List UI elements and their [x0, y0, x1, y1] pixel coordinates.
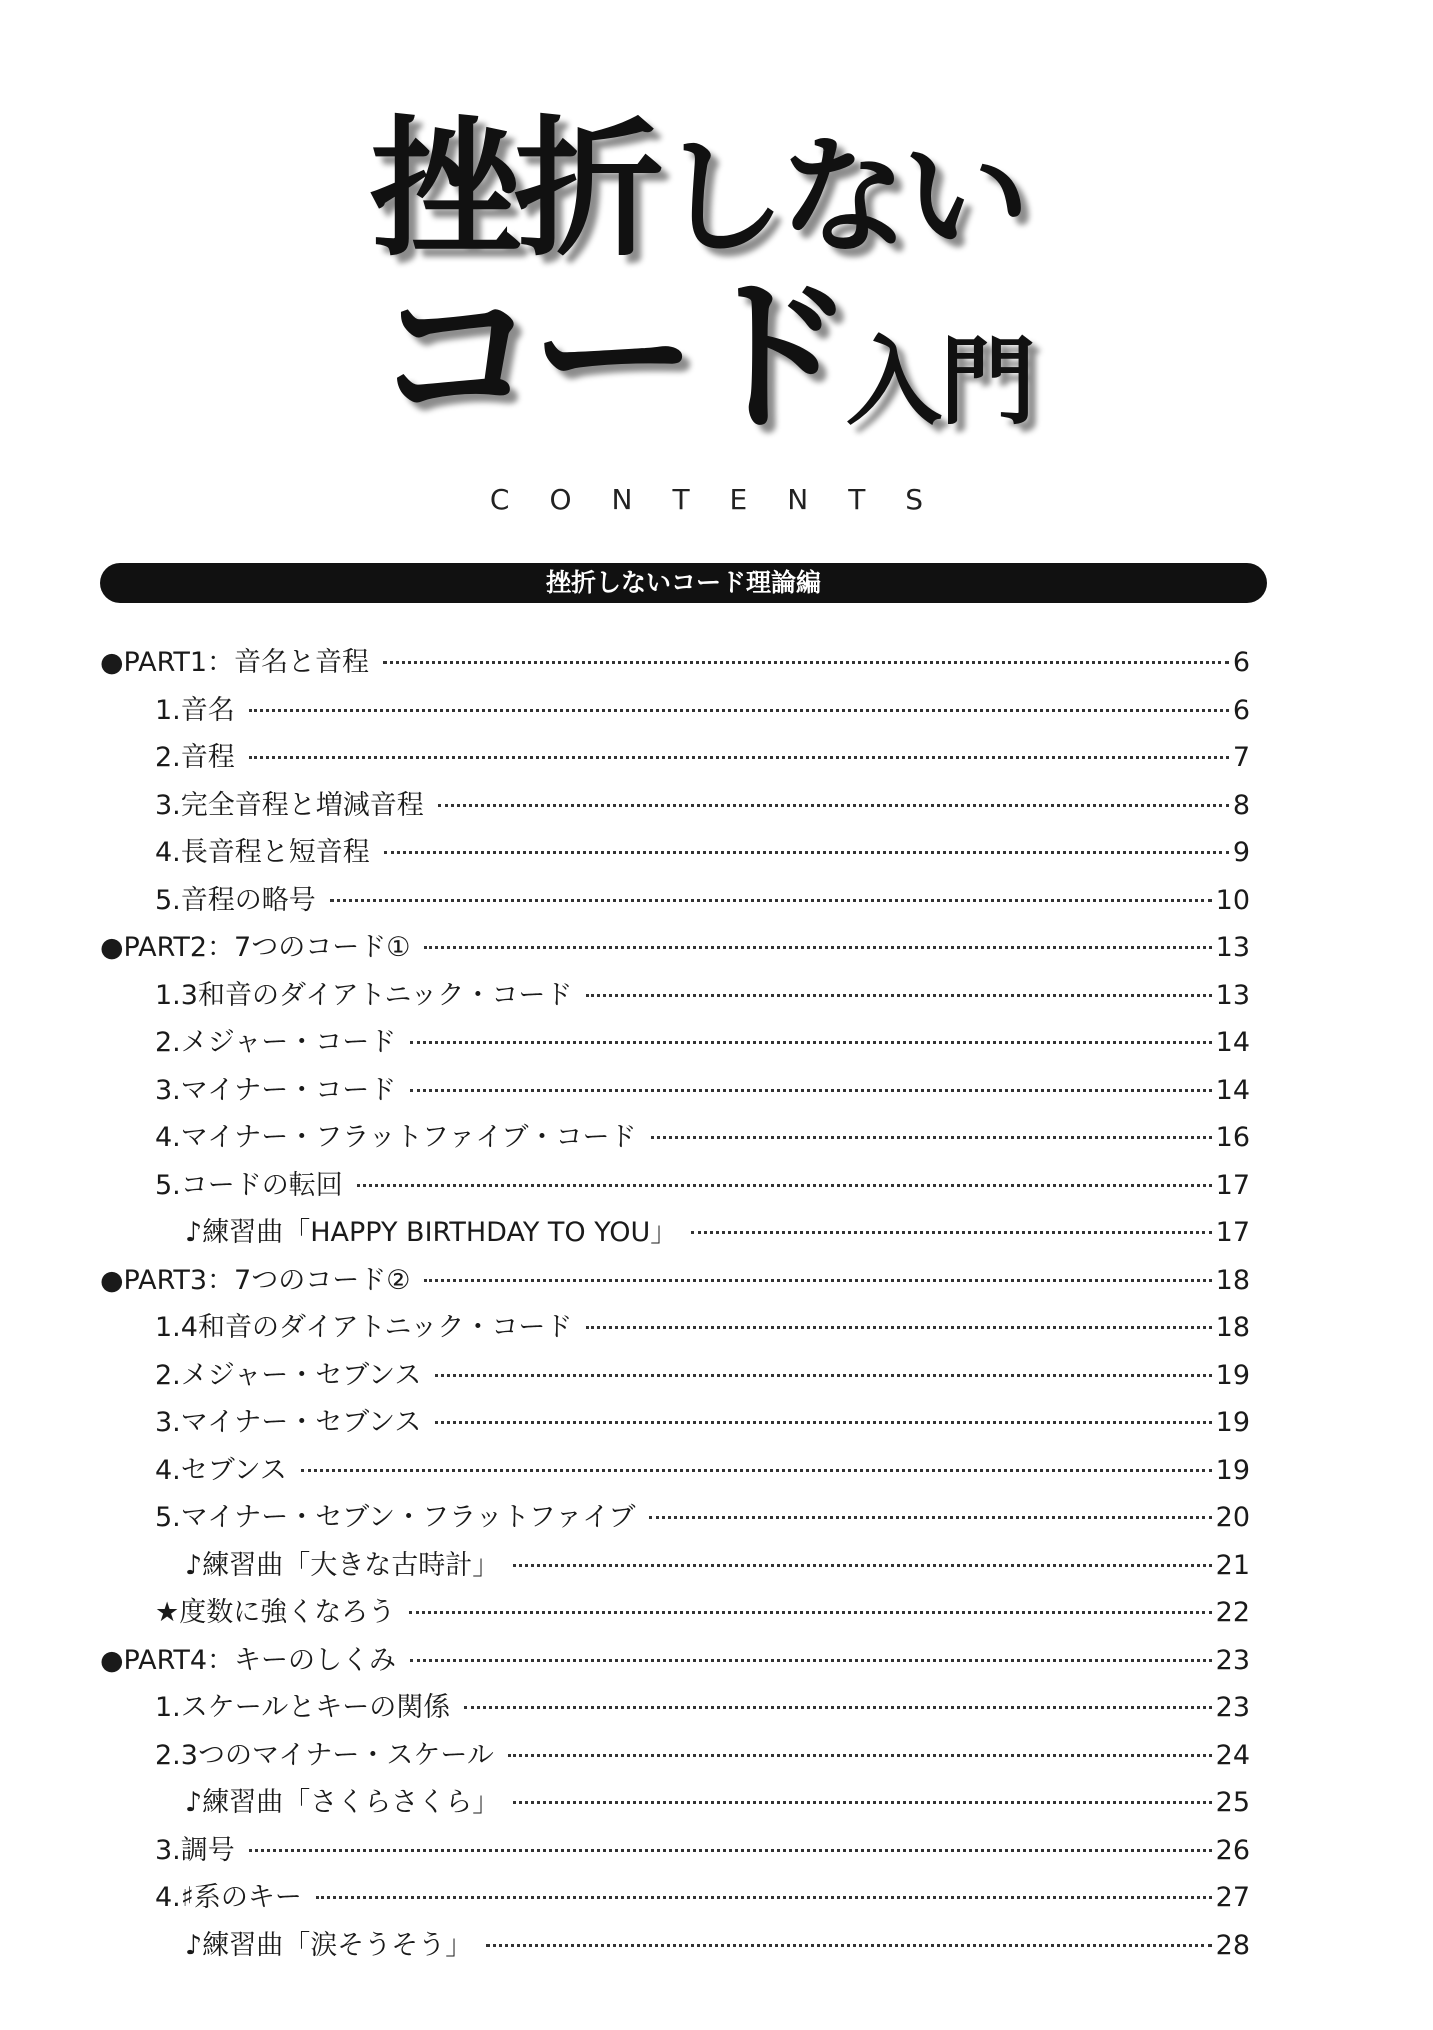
- toc-entry-title: 4.セブンス: [155, 1454, 287, 1486]
- toc-entry-page: 13: [1215, 932, 1250, 963]
- toc-entry-title: 3.マイナー・コード: [155, 1074, 397, 1106]
- dot-leader: [586, 1326, 1211, 1329]
- toc-entry-page: 27: [1215, 1882, 1250, 1913]
- toc-entry[interactable]: [100, 1685, 1250, 1733]
- toc-entry-page: 18: [1215, 1264, 1250, 1296]
- toc-entry-title: ●PART1：音名と音程: [100, 647, 370, 678]
- toc-entry-title: 1.3和音のダイアトニック・コード: [155, 979, 573, 1011]
- book-title-line1: [370, 103, 1025, 277]
- toc-entry[interactable]: [100, 973, 1250, 1021]
- toc-entry[interactable]: [100, 1115, 1250, 1163]
- dot-leader: [249, 709, 1229, 712]
- toc-entry[interactable]: [100, 1163, 1250, 1211]
- toc-entry-title: 1.4和音のダイアトニック・コード: [155, 1312, 573, 1343]
- toc-entry[interactable]: [100, 1448, 1250, 1496]
- toc-entry-title: 5.マイナー・セブン・フラットファイブ: [155, 1502, 636, 1533]
- dot-leader: [424, 946, 1211, 949]
- toc-entry-title: 3.マイナー・セブンス: [155, 1407, 422, 1438]
- toc-entry-page: 14: [1215, 1027, 1250, 1058]
- book-title: [0, 105, 1433, 465]
- title-small-1: しない: [658, 123, 1025, 272]
- toc-entry[interactable]: [100, 1590, 1250, 1638]
- toc-entry-page: 9: [1232, 837, 1250, 868]
- toc-entry[interactable]: [100, 1210, 1250, 1258]
- dot-leader: [357, 1184, 1212, 1187]
- toc-entry-title: 2.3つのマイナー・スケール: [155, 1739, 494, 1771]
- dot-leader: [410, 1659, 1212, 1662]
- toc-entry[interactable]: [100, 1638, 1250, 1686]
- toc-entry[interactable]: [100, 1875, 1250, 1923]
- book-title-line2: [372, 259, 1034, 455]
- contents-label: CONTENTS: [489, 483, 964, 516]
- toc-entry[interactable]: [100, 1400, 1250, 1448]
- dot-leader: [424, 1279, 1211, 1282]
- toc-entry-title: 4.♯系のキー: [155, 1882, 302, 1913]
- toc-entry-page: 7: [1232, 742, 1250, 773]
- dot-leader: [409, 1611, 1211, 1614]
- title-main-2: コード: [372, 259, 846, 455]
- toc-entry[interactable]: [100, 1305, 1250, 1353]
- toc-entry-title: 2.メジャー・セブンス: [155, 1359, 422, 1391]
- dot-leader: [513, 1564, 1211, 1567]
- toc-entry[interactable]: [100, 640, 1250, 688]
- dot-leader: [513, 1801, 1211, 1804]
- toc-entry-page: 26: [1215, 1834, 1250, 1866]
- toc-entry-title: 5.音程の略号: [155, 884, 316, 916]
- toc-entry-page: 21: [1215, 1549, 1250, 1581]
- dot-leader: [651, 1136, 1212, 1139]
- dot-leader: [316, 1896, 1212, 1899]
- toc-entry-title: 4.マイナー・フラットファイブ・コード: [155, 1122, 637, 1153]
- toc-entry-title: ♪練習曲「大きな古時計」: [185, 1549, 500, 1581]
- toc-entry-page: 24: [1215, 1739, 1250, 1771]
- dot-leader: [384, 851, 1229, 854]
- toc-entry[interactable]: [100, 735, 1250, 783]
- toc-entry-page: 10: [1215, 884, 1250, 916]
- title-main-1: 挫折: [370, 103, 659, 277]
- dot-leader: [301, 1469, 1212, 1472]
- toc-entry-page: 6: [1232, 694, 1250, 726]
- toc-entry[interactable]: [100, 1068, 1250, 1116]
- toc-entry-page: 22: [1215, 1597, 1250, 1628]
- toc-entry[interactable]: [100, 1543, 1250, 1591]
- dot-leader: [649, 1516, 1211, 1519]
- toc-entry-title: ●PART4：キーのしくみ: [100, 1644, 397, 1676]
- toc-entry-title: ♪練習曲「さくらさくら」: [185, 1787, 500, 1818]
- toc-entry[interactable]: [100, 878, 1250, 926]
- toc-entry-page: 23: [1215, 1692, 1250, 1723]
- dot-leader: [464, 1706, 1211, 1709]
- toc-entry-page: 19: [1215, 1454, 1250, 1486]
- toc-entry[interactable]: [100, 1258, 1250, 1306]
- toc-entry-page: 13: [1215, 979, 1250, 1011]
- dot-leader: [410, 1041, 1211, 1044]
- dot-leader: [691, 1231, 1211, 1234]
- toc-entry-title: 3.完全音程と増減音程: [155, 789, 424, 821]
- toc-entry[interactable]: [100, 1495, 1250, 1543]
- toc-entry-title: ♪練習曲「HAPPY BIRTHDAY TO YOU」: [185, 1217, 678, 1248]
- toc-entry[interactable]: [100, 1733, 1250, 1781]
- toc-entry[interactable]: [100, 1020, 1250, 1068]
- toc-entry-title: 1.音名: [155, 694, 235, 726]
- toc-entry-page: 19: [1215, 1407, 1250, 1438]
- toc-entry-page: 28: [1215, 1929, 1250, 1961]
- toc-entry-page: 18: [1215, 1312, 1250, 1343]
- dot-leader: [508, 1754, 1212, 1757]
- toc-entry-title: ●PART2：7つのコード①: [100, 932, 411, 963]
- toc-entry-page: 17: [1215, 1217, 1250, 1248]
- dot-leader: [438, 804, 1229, 807]
- toc-entry-page: 16: [1215, 1122, 1250, 1153]
- dot-leader: [249, 1849, 1212, 1852]
- toc-entry-title: 2.メジャー・コード: [155, 1027, 397, 1058]
- section-header: 挫折しないコード理論編: [100, 563, 1267, 603]
- toc-entry-page: 6: [1232, 647, 1250, 678]
- toc-entry[interactable]: [100, 830, 1250, 878]
- dot-leader: [435, 1421, 1211, 1424]
- toc-entry-page: 23: [1215, 1644, 1250, 1676]
- dot-leader: [435, 1374, 1211, 1377]
- toc-entry[interactable]: [100, 925, 1250, 973]
- toc-entry-title: 1.スケールとキーの関係: [155, 1692, 451, 1723]
- dot-leader: [486, 1944, 1211, 1947]
- toc-entry[interactable]: [100, 1923, 1250, 1971]
- dot-leader: [249, 756, 1229, 759]
- title-small-2: 入門: [846, 326, 1034, 438]
- table-of-contents: [100, 640, 1250, 1970]
- toc-entry[interactable]: [100, 688, 1250, 736]
- toc-entry-page: 14: [1215, 1074, 1250, 1106]
- toc-entry-title: 4.長音程と短音程: [155, 837, 370, 868]
- toc-entry-title: 3.調号: [155, 1834, 235, 1866]
- toc-entry[interactable]: [100, 783, 1250, 831]
- toc-entry-page: 8: [1232, 789, 1250, 821]
- dot-leader: [410, 1089, 1211, 1092]
- dot-leader: [330, 899, 1212, 902]
- toc-entry-title: ★度数に強くなろう: [155, 1597, 396, 1628]
- toc-entry-page: 25: [1215, 1787, 1250, 1818]
- dot-leader: [383, 661, 1229, 664]
- toc-entry-title: ●PART3：7つのコード②: [100, 1264, 411, 1296]
- toc-entry-title: ♪練習曲「涙そうそう」: [185, 1929, 473, 1961]
- toc-entry-title: 5.コードの転回: [155, 1169, 343, 1201]
- toc-entry[interactable]: [100, 1828, 1250, 1876]
- toc-entry-page: 20: [1215, 1502, 1250, 1533]
- toc-entry[interactable]: [100, 1353, 1250, 1401]
- toc-entry-page: 17: [1215, 1169, 1250, 1201]
- toc-entry[interactable]: [100, 1780, 1250, 1828]
- dot-leader: [586, 994, 1211, 997]
- toc-entry-title: 2.音程: [155, 742, 235, 773]
- toc-entry-page: 19: [1215, 1359, 1250, 1391]
